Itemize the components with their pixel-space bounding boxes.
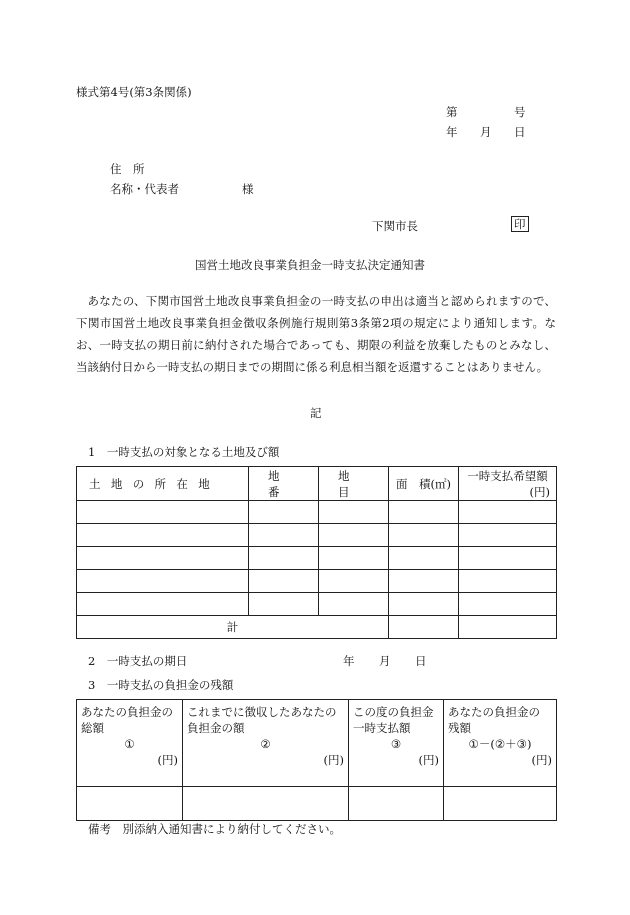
- cell-category[interactable]: [319, 570, 389, 593]
- cell-area[interactable]: [389, 593, 459, 616]
- cell-category[interactable]: [319, 524, 389, 547]
- doc-number-dai: 第: [446, 105, 458, 119]
- header-total-burden: [77, 700, 183, 787]
- date-year: 年: [446, 125, 458, 139]
- total-area[interactable]: [389, 616, 459, 639]
- deadline-month: 月: [379, 654, 391, 668]
- header-remaining-unit: (円): [531, 753, 552, 767]
- land-table: [76, 466, 557, 639]
- header-amount: [459, 467, 557, 501]
- header-total-burden-line1: あなたの負担金の: [81, 705, 173, 719]
- cell-remaining[interactable]: [444, 787, 557, 821]
- table-row: [77, 547, 557, 570]
- cell-category[interactable]: [319, 547, 389, 570]
- cell-lump-sum[interactable]: [349, 787, 444, 821]
- cell-location[interactable]: [77, 501, 249, 524]
- sama-label: 様: [242, 182, 254, 196]
- header-total-burden-line2: 総額: [81, 721, 104, 735]
- address-label: 住 所: [110, 162, 145, 176]
- header-remaining-line1: あなたの負担金の: [448, 705, 540, 719]
- cell-area[interactable]: [389, 501, 459, 524]
- section1-heading: 1 一時支払の対象となる土地及び額: [88, 445, 280, 459]
- header-total-burden-unit: (円): [157, 753, 178, 767]
- cell-lot[interactable]: [249, 547, 319, 570]
- cell-area[interactable]: [389, 547, 459, 570]
- balance-table: [76, 699, 557, 821]
- cell-category[interactable]: [319, 501, 389, 524]
- cell-amount[interactable]: [459, 570, 557, 593]
- header-lump-sum-line2: 一時支払額: [353, 721, 411, 735]
- total-label: 計: [77, 616, 389, 639]
- header-lump-sum-mark: ③: [390, 737, 402, 751]
- section3-heading: 3 一時支払の負担金の残額: [88, 678, 234, 692]
- cell-amount[interactable]: [459, 501, 557, 524]
- total-row: [77, 616, 557, 639]
- note: 備考 別添納入通知書により納付してください。: [88, 822, 341, 836]
- deadline-day: 日: [415, 654, 427, 668]
- header-remaining-mark: ①－(②＋③): [468, 737, 532, 751]
- cell-area[interactable]: [389, 570, 459, 593]
- cell-amount[interactable]: [459, 593, 557, 616]
- header-location: 土地の所在地: [77, 467, 249, 501]
- header-category: 地目: [319, 467, 389, 501]
- doc-number-go: 号: [514, 105, 526, 119]
- cell-location[interactable]: [77, 593, 249, 616]
- document-title: 国営土地改良事業負担金一時支払決定通知書: [195, 258, 425, 272]
- table-row: [77, 524, 557, 547]
- header-lot: 地番: [249, 467, 319, 501]
- cell-location[interactable]: [77, 547, 249, 570]
- header-lump-sum-line1: この度の負担金: [353, 705, 434, 719]
- name-label: 名称・代表者: [110, 182, 179, 196]
- header-collected-line2: 負担金の額: [187, 721, 245, 735]
- header-remaining: [444, 700, 557, 787]
- cell-amount[interactable]: [459, 547, 557, 570]
- cell-lot[interactable]: [249, 501, 319, 524]
- header-lump-sum: [349, 700, 444, 787]
- ki-label: 記: [310, 406, 322, 420]
- table-row: [77, 501, 557, 524]
- cell-area[interactable]: [389, 524, 459, 547]
- header-area: 面 積(㎡): [389, 467, 459, 501]
- header-collected: [183, 700, 349, 787]
- header-collected-mark: ②: [260, 737, 271, 751]
- cell-lot[interactable]: [249, 524, 319, 547]
- table-row: [77, 787, 557, 821]
- form-label: 様式第4号(第3条関係): [76, 85, 192, 99]
- date-month: 月: [480, 125, 492, 139]
- cell-total-burden[interactable]: [77, 787, 183, 821]
- seal-text: 印: [511, 216, 529, 232]
- cell-location[interactable]: [77, 524, 249, 547]
- section2-heading: 2 一時支払の期日: [88, 654, 188, 668]
- cell-category[interactable]: [319, 593, 389, 616]
- issuer-name: 下関市長: [372, 219, 418, 233]
- header-amount-unit: (円): [529, 484, 550, 499]
- cell-amount[interactable]: [459, 524, 557, 547]
- total-amount[interactable]: [459, 616, 557, 639]
- cell-lot[interactable]: [249, 593, 319, 616]
- header-collected-unit: (円): [323, 753, 344, 767]
- cell-lot[interactable]: [249, 570, 319, 593]
- cell-location[interactable]: [77, 570, 249, 593]
- body-paragraph: あなたの、下関市国営土地改良事業負担金の一時支払の申出は適当と認められますので、下関市国営土地改良事業負担金徴収条例施行規則第3条第2項の規定により通知します。なお、一時支払の期日前に納付された場合であっても、期限の利益を放棄したものとみなし、当該納付日から一時支払の期日までの期間に係る利息相当額を返還することはありません。: [76, 294, 556, 374]
- header-amount-line1: 一時支払希望額: [467, 468, 548, 483]
- cell-collected[interactable]: [183, 787, 349, 821]
- header-remaining-line2: 残額: [448, 721, 471, 735]
- table-row: [77, 570, 557, 593]
- header-collected-line1: これまでに徴収したあなたの: [187, 705, 337, 719]
- header-lump-sum-unit: (円): [418, 753, 439, 767]
- seal-mark: [511, 216, 529, 232]
- header-total-burden-mark: ①: [124, 737, 135, 751]
- date-day: 日: [514, 125, 526, 139]
- deadline-year: 年: [343, 654, 355, 668]
- table-row: [77, 593, 557, 616]
